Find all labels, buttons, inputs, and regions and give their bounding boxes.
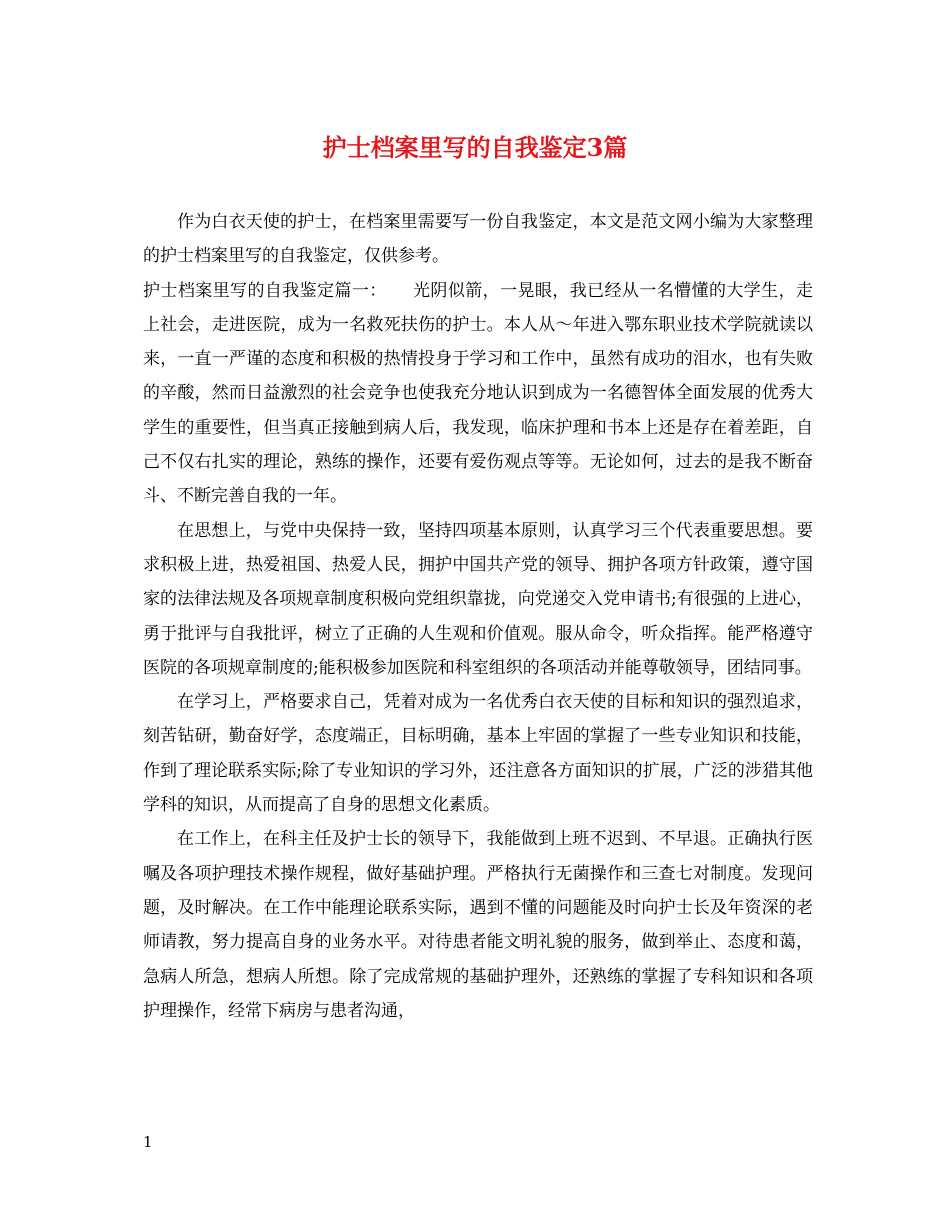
page-number: 1 [143,1133,153,1151]
paragraph-intro: 作为白衣天使的护士，在档案里需要写一份自我鉴定，本文是范文网小编为大家整理的护士档案里写的自我鉴定，仅供参考。 [143,212,813,267]
document-body [143,205,813,1028]
paragraph-study: 在学习上，严格要求自己，凭着对成为一名优秀白衣天使的目标和知识的强烈追求，刻苦钻研，勤奋好学，态度端正，目标明确，基本上牢固的掌握了一些专业知识和技能，作到了理论联系实际;除了专业知识的学习外，还注意各方面知识的扩展，广泛的涉猎其他学科的知识，从而提高了自身的思想文化素质。 [143,692,813,816]
paragraph-part-one: 护士档案里写的自我鉴定篇一： 光阴似箭，一晃眼，我已经从一名懵懂的大学生，走上社会，走进医院，成为一名救死扶伤的护士。本人从～年进入鄂东职业技术学院就读以来，一直一严谨的态度和积极的热情投身于学习和工作中，虽然有成功的泪水，也有失败的辛酸，然而日益激烈的社会竞争也使我充分地认识到成为一名德智体全面发展的优秀大学生的重要性，但当真正接触到病人后，我发现，临床护理和书本上还是存在着差距，自己不仅右扎实的理论，熟练的操作，还要有爱伤观点等等。无论如何，过去的是我不断奋斗、不断完善自我的一年。 [143,280,813,507]
paragraph-work: 在工作上，在科主任及护士长的领导下，我能做到上班不迟到、不早退。正确执行医嘱及各项护理技术操作规程，做好基础护理。严格执行无菌操作和三查七对制度。发现问题，及时解决。在工作中能理论联系实际，遇到不懂的问题能及时向护士长及年资深的老师请教，努力提高自身的业务水平。对待患者能文明礼貌的服务，做到举止、态度和蔼，急病人所急，想病人所想。除了完成常规的基础护理外，还熟练的掌握了专科知识和各项护理操作，经常下病房与患者沟通， [143,829,813,1021]
document-title: 护士档案里写的自我鉴定3篇 [322,133,628,162]
paragraph-thought: 在思想上，与党中央保持一致，坚持四项基本原则，认真学习三个代表重要思想。要求积极上进，热爱祖国、热爱人民，拥护中国共产党的领导、拥护各项方针政策，遵守国家的法律法规及各项规章制度积极向党组织靠拢，向党递交入党申请书;有很强的上进心，勇于批评与自我批评，树立了正确的人生观和价值观。服从命令，听众指挥。能严格遵守医院的各项规章制度的;能积极参加医院和科室组织的各项活动并能尊敬领导，团结同事。 [143,520,813,678]
